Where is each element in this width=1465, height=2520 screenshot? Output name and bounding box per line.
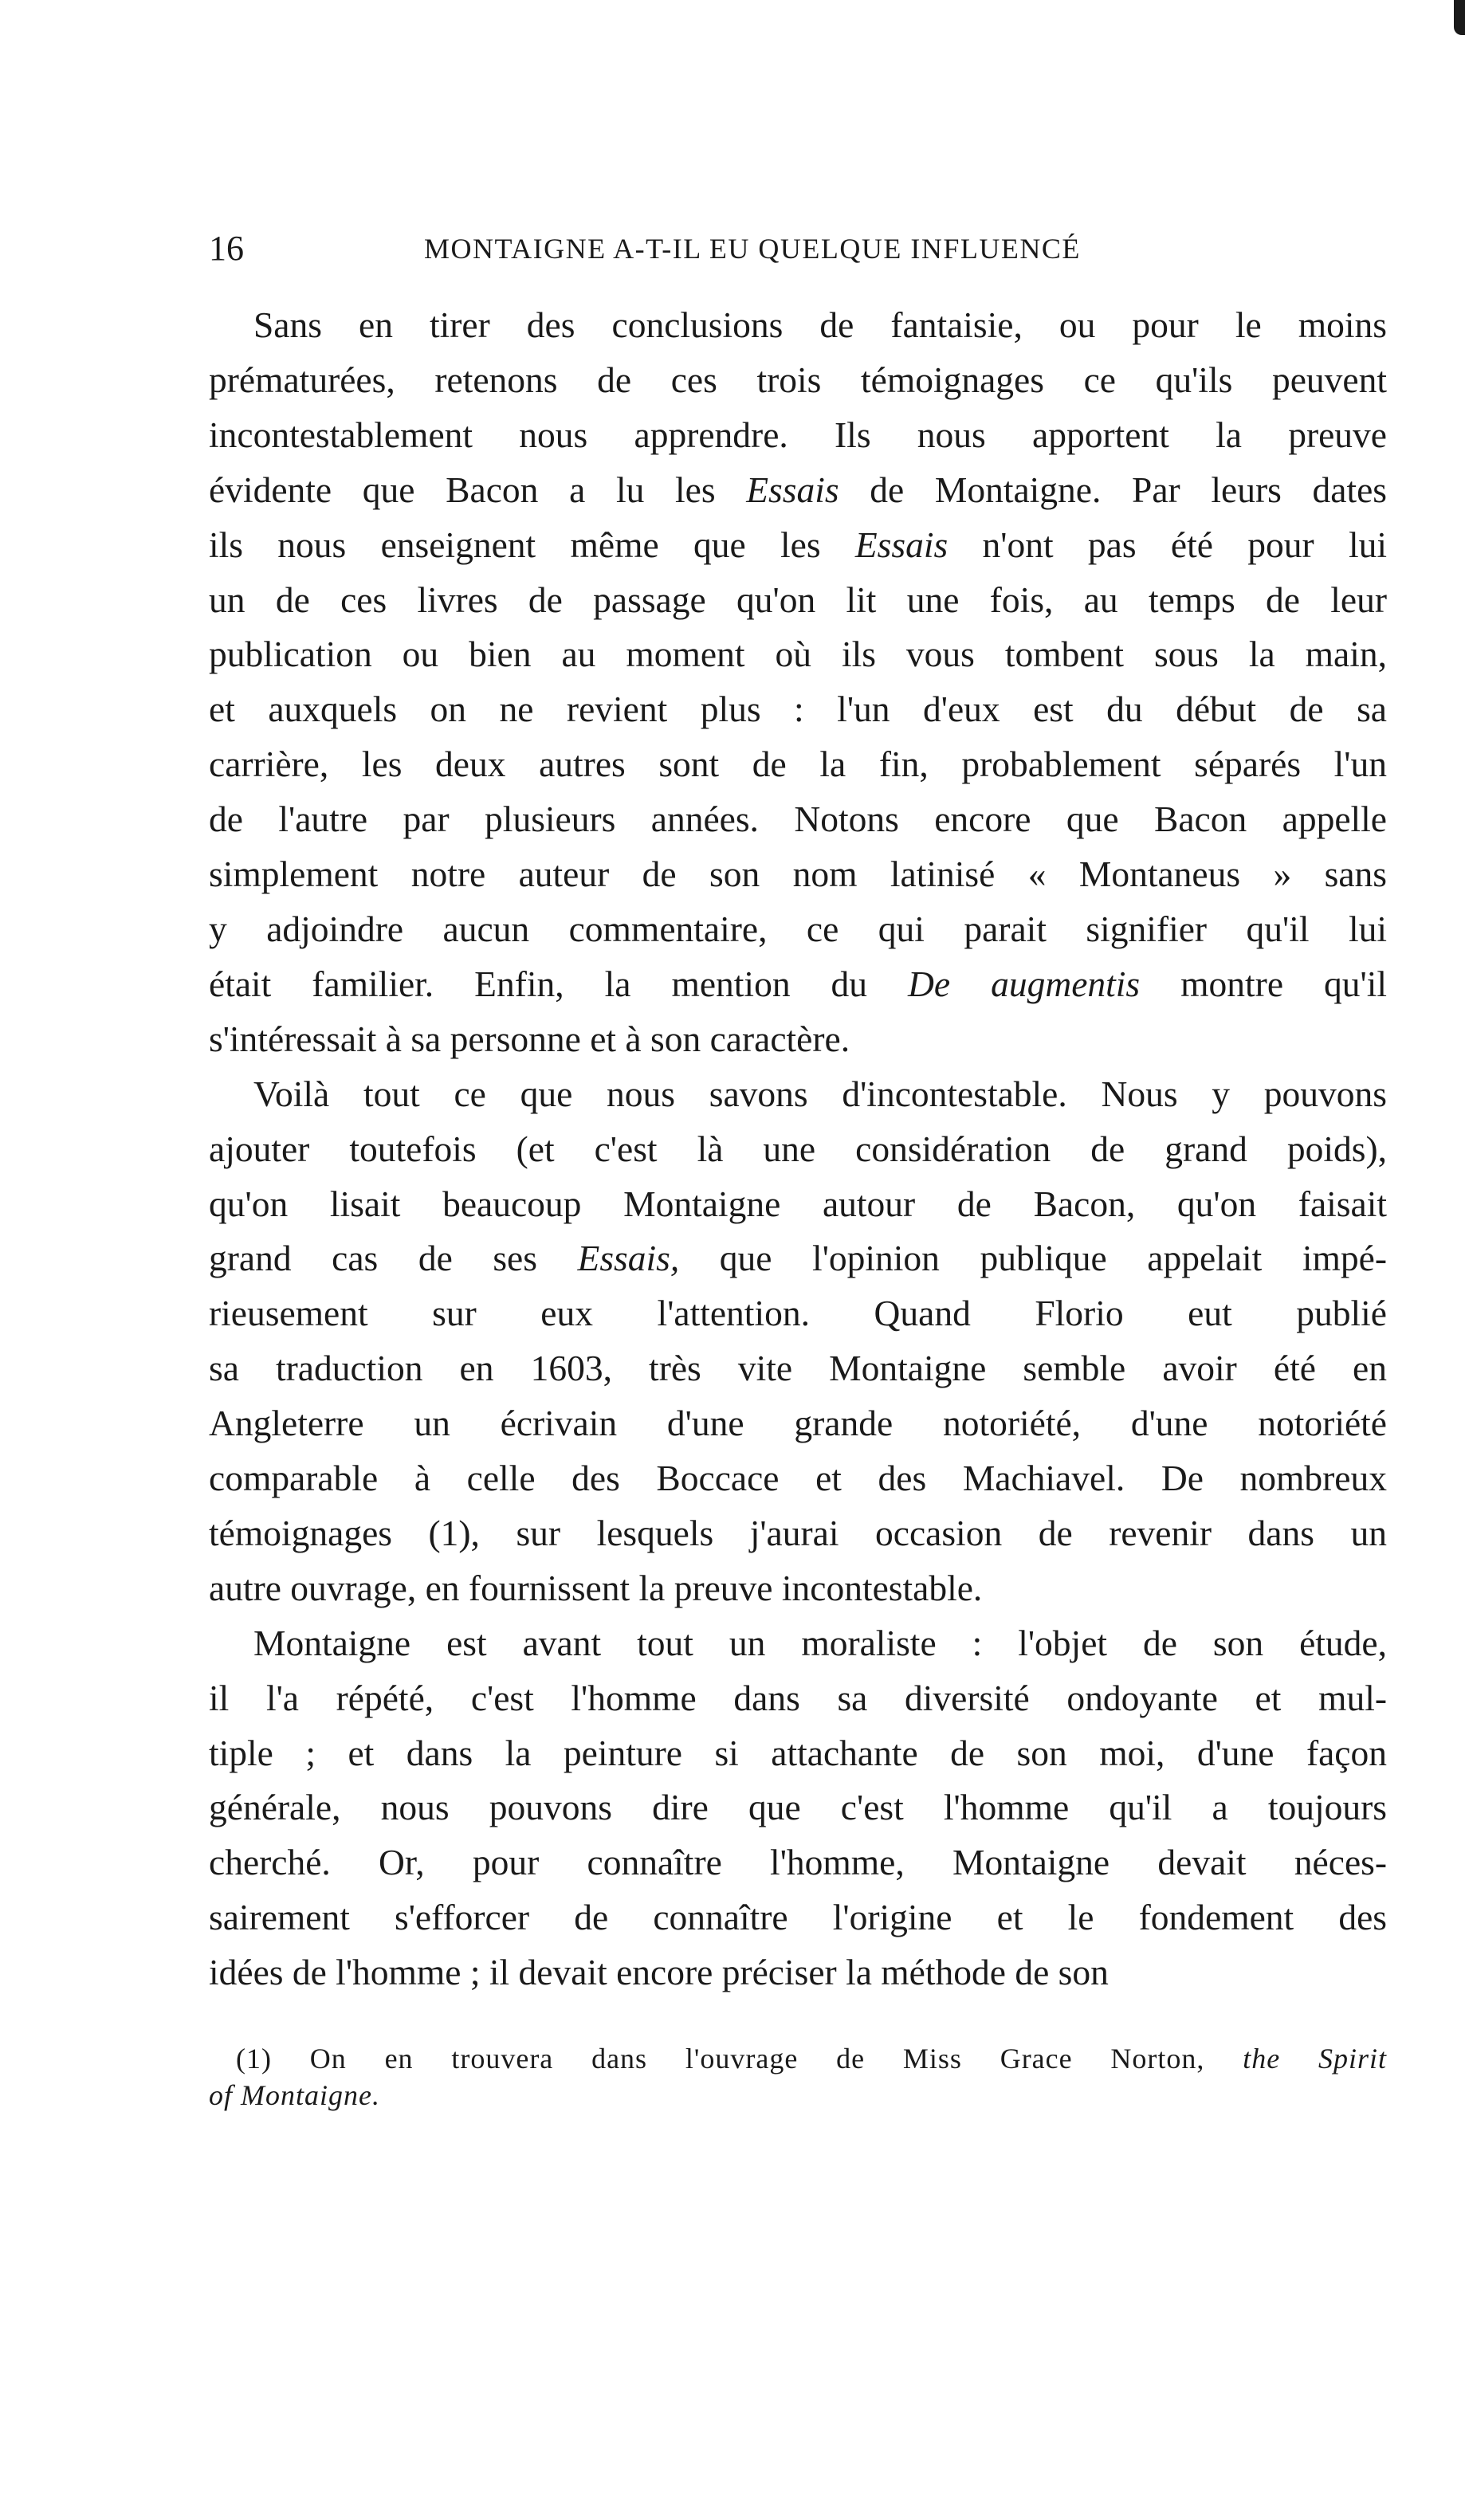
text-line: ajouter toutefois (et c'est là une considération de grand poids), — [209, 1128, 1387, 1169]
footnote-line: (1) On en trouvera dans l'ouvrage de Miss Grace Norton, the Spirit — [236, 2043, 1387, 2074]
text-line: autre ouvrage, en fournissent la preuve incontestable. — [209, 1567, 983, 1608]
paragraph-2 — [209, 1067, 1387, 1616]
italic-title: the Spirit — [1243, 2043, 1387, 2074]
text-line: générale, nous pouvons dire que c'est l'homme qu'il a toujours — [209, 1787, 1387, 1828]
text-line: incontestablement nous apprendre. Ils nous apportent la preuve — [209, 414, 1387, 455]
text-line: prématurées, retenons de ces trois témoignages ce qu'ils peuvent — [209, 359, 1387, 400]
text-line: carrière, les deux autres sont de la fin, probablement séparés l'un — [209, 744, 1387, 785]
text-line: un de ces livres de passage qu'on lit une fois, au temps de leur — [209, 579, 1387, 620]
text-line: tiple ; et dans la peinture si attachante de son moi, d'une façon — [209, 1732, 1387, 1773]
footnote-line — [209, 2077, 1387, 2114]
text-line: Angleterre un écrivain d'une grande notoriété, d'une notoriété — [209, 1403, 1387, 1444]
scan-edge-mark — [1454, 0, 1465, 35]
text-line: s'intéressait à sa personne et à son caractère. — [209, 1018, 850, 1059]
text-line: ils nous enseignent même que les Essais n'ont pas été pour lui — [209, 524, 1387, 565]
running-head: MONTAIGNE A-T-IL EU QUELQUE INFLUENCÉ — [424, 233, 1081, 265]
text-line: était familier. Enfin, la mention du De augmentis montre qu'il — [209, 963, 1387, 1004]
text-line: de l'autre par plusieurs années. Notons encore que Bacon appelle — [209, 799, 1387, 840]
page-number: 16 — [209, 229, 244, 268]
text-line: témoignages (1), sur lesquels j'aurai occasion de revenir dans un — [209, 1512, 1387, 1553]
text-line: idées de l'homme ; il devait encore préciser la méthode de son — [209, 1952, 1109, 1993]
italic-title: of Montaigne. — [209, 2079, 380, 2111]
text-line: publication ou bien au moment où ils vous tombent sous la main, — [209, 634, 1387, 675]
text-line: grand cas de ses Essais, que l'opinion publique appelait impé- — [209, 1238, 1387, 1279]
paragraph-1 — [209, 298, 1387, 1067]
text-line: il l'a répété, c'est l'homme dans sa diversité ondoyante et mul- — [209, 1677, 1387, 1718]
text-line: cherché. Or, pour connaître l'homme, Montaigne devait néces- — [209, 1842, 1387, 1883]
text-line: sairement s'efforcer de connaître l'origine et le fondement des — [209, 1897, 1387, 1938]
text-line: y adjoindre aucun commentaire, ce qui parait signifier qu'il lui — [209, 908, 1387, 949]
text-line: Voilà tout ce que nous savons d'incontestable. Nous y pouvons — [253, 1073, 1387, 1114]
italic-title: De augmentis — [908, 963, 1141, 1004]
italic-title: Essais — [854, 524, 949, 565]
text-line: évidente que Bacon a lu les Essais de Montaigne. Par leurs dates — [209, 469, 1387, 510]
italic-title: Essais — [746, 469, 839, 510]
text-line: comparable à celle des Boccace et des Machiavel. De nombreux — [209, 1458, 1387, 1499]
text-line: qu'on lisait beaucoup Montaigne autour de Bacon, qu'on faisait — [209, 1183, 1387, 1224]
text-line: sa traduction en 1603, très vite Montaigne semble avoir été en — [209, 1348, 1387, 1389]
body-text — [209, 298, 1387, 2000]
page-header — [209, 225, 1180, 273]
text-line: et auxquels on ne revient plus : l'un d'eux est du début de sa — [209, 689, 1387, 730]
italic-title: Essais, — [577, 1238, 680, 1279]
paragraph-3 — [209, 1616, 1387, 2000]
text-line: simplement notre auteur de son nom latinisé « Montaneus » sans — [209, 854, 1387, 895]
text-line: rieusement sur eux l'attention. Quand Florio eut publié — [209, 1293, 1387, 1334]
text-line: Montaigne est avant tout un moraliste : l'objet de son étude, — [253, 1622, 1387, 1663]
footnote — [209, 2040, 1387, 2114]
text-line: Sans en tirer des conclusions de fantaisie, ou pour le moins — [253, 304, 1387, 345]
